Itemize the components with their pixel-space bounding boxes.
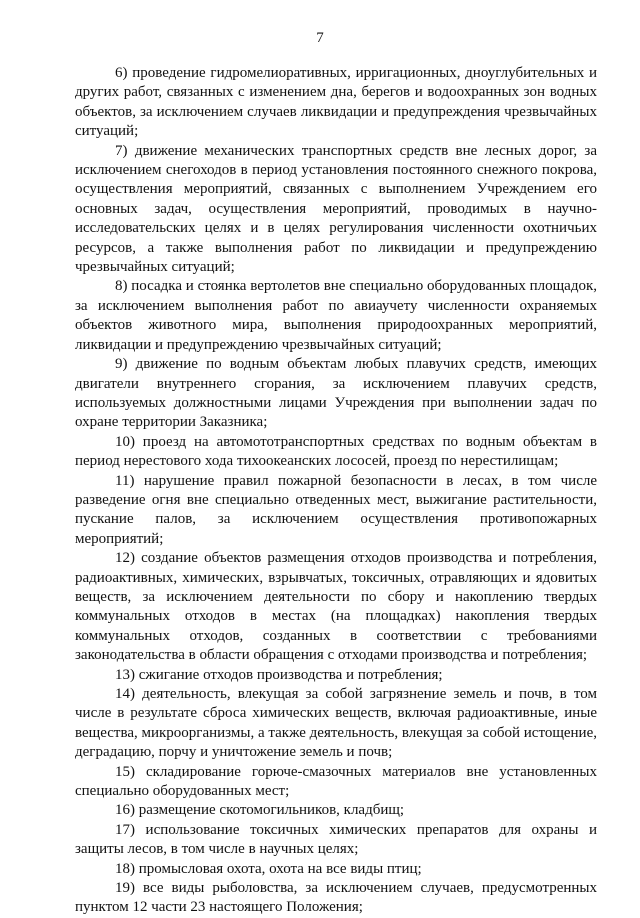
list-item: 11) нарушение правил пожарной безопасности в лесах, в том числе разведение огня вне специально отведенных мест, выжигание растительности, пускание палов, за исключением осуществления противопожарных мероприятий; xyxy=(75,472,597,547)
list-item: 16) размещение скотомогильников, кладбищ; xyxy=(115,802,405,819)
list-item: 9) движение по водным объектам любых плавучих средств, имеющих двигатели внутреннего сгорания, за исключением плавучих средств, используемых должностными лицами Учреждения при выполнении задач по охране территории Заказника; xyxy=(75,356,597,431)
page-number: 7 xyxy=(316,30,324,46)
list-item: 7) движение механических транспортных средств вне лесных дорог, за исключением снегоходов в период установления постоянного снежного покрова, осуществления мероприятий, связанных с выполнением Учреждением его основных задач, осуществления мероприятий, проводимых в научно-исследовательских целях и в целях регулирования численности охотничьих ресурсов, а также выполнения работ по ликвидации и предупреждению чрезвычайных ситуаций; xyxy=(75,142,597,276)
list-item: 10) проезд на автомототранспортных средствах по водным объектам в период нерестового хода тихоокеанских лососей, проезд по нерестилищам; xyxy=(75,433,597,470)
list-item: 17) использование токсичных химических препаратов для охраны и защиты лесов, в том числе в научных целях; xyxy=(75,821,597,858)
list-item: 8) посадка и стоянка вертолетов вне специально оборудованных площадок, за исключением выполнения работ по авиаучету численности охраняемых объектов животного мира, выполнения природоохранных мероприятий, ликвидации и предупреждению чрезвычайных ситуаций; xyxy=(75,278,597,353)
list-item: 12) создание объектов размещения отходов производства и потребления, радиоактивных, химических, взрывчатых, токсичных, отравляющих и ядовитых веществ, за исключением деятельности по сбору и накоплению твердых коммунальных отходов в местах (на площадках) накопления твердых коммунальных отходов, созданных в соответствии с требованиями законодательства в области обращения с отходами производства и потребления; xyxy=(75,550,597,664)
list-item: 6) проведение гидромелиоративных, ирригационных, дноуглубительных и других работ, связанных с изменением дна, берегов и водоохранных зон водных объектов, за исключением случаев ликвидации и предупреждения чрезвычайных ситуаций; xyxy=(75,65,597,140)
document-body xyxy=(75,64,597,918)
list-item: 14) деятельность, влекущая за собой загрязнение земель и почв, в том числе в результате сброса химических веществ, включая радиоактивные, иные вещества, микроорганизмы, а также деятельность, влекущая за собой истощение, деградацию, порчу и уничтожение земель и почв; xyxy=(75,686,597,761)
list-item: 18) промысловая охота, охота на все виды птиц; xyxy=(115,860,422,877)
list-item: 15) складирование горюче-смазочных материалов вне установленных специально оборудованных мест; xyxy=(75,763,597,800)
list-item: 19) все виды рыболовства, за исключением случаев, предусмотренных пунктом 12 части 23 настоящего Положения; xyxy=(75,880,597,916)
list-item: 13) сжигание отходов производства и потребления; xyxy=(115,666,443,683)
